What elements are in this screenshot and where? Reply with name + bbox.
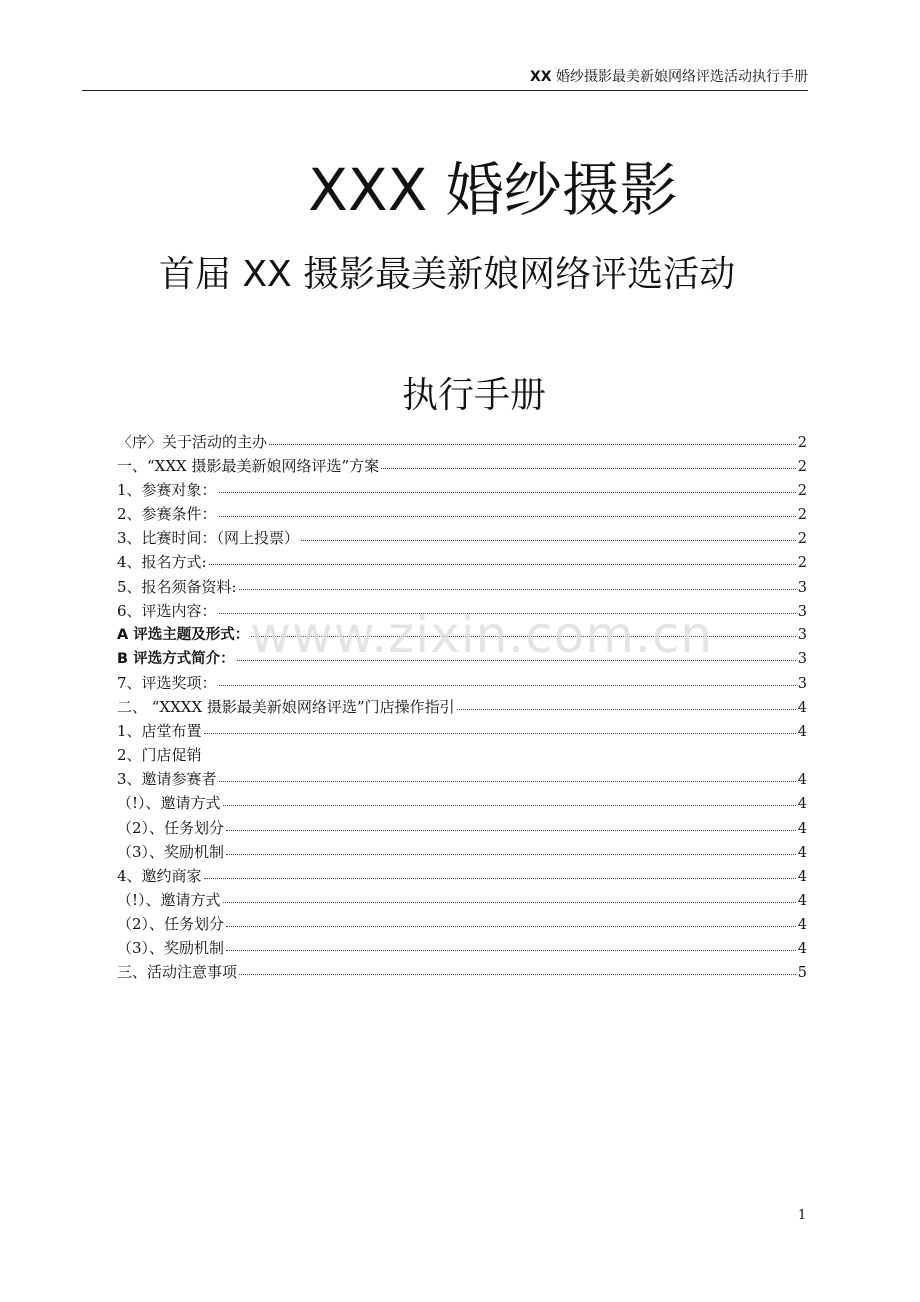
toc-entry-label: 3、邀请参赛者 xyxy=(117,770,217,789)
toc-leader-dots xyxy=(226,854,796,855)
toc-entry-label: 2、门店促销 xyxy=(117,746,202,765)
toc-leader-dots xyxy=(237,660,796,661)
toc-leader-dots xyxy=(226,926,796,927)
toc-leader-dots xyxy=(269,444,796,445)
toc-entry-page: 4 xyxy=(797,820,807,837)
toc-entry-page: 5 xyxy=(797,965,807,982)
toc-leader-dots xyxy=(219,613,796,614)
toc-entry-page: 2 xyxy=(797,507,807,524)
toc-entry-page: 4 xyxy=(797,724,807,741)
toc-entry[interactable] xyxy=(117,791,807,815)
toc-entry-label: （3）、奖励机制 xyxy=(117,842,225,861)
toc-leader-dots xyxy=(381,468,796,469)
toc-leader-dots xyxy=(239,974,796,975)
toc-entry-label: 一、“XXX 摄影最美新娘网络评选”方案 xyxy=(117,457,380,476)
header-title-bold: XX xyxy=(529,69,552,85)
toc-leader-dots xyxy=(209,564,796,565)
header-title-rest: 婚纱摄影最美新娘网络评选活动执行手册 xyxy=(551,69,808,85)
page-number: 1 xyxy=(798,1208,807,1223)
toc-leader-dots xyxy=(223,805,796,806)
toc-entry[interactable] xyxy=(117,454,807,478)
toc-entry[interactable] xyxy=(117,960,807,984)
toc-entry[interactable] xyxy=(117,647,807,671)
toc-leader-dots xyxy=(239,589,796,590)
toc-leader-dots xyxy=(219,516,796,517)
document-title-event: 首届 XX 摄影最美新娘网络评选活动 xyxy=(158,254,736,295)
document-title-studio: XXX 婚纱摄影 xyxy=(308,156,678,224)
toc-entry-page: 3 xyxy=(797,675,807,692)
toc-entry-label: 6、评选内容： xyxy=(117,601,217,620)
toc-entry[interactable] xyxy=(117,695,807,719)
toc-entry-label: 4、报名方式: xyxy=(117,553,207,572)
toc-entry[interactable] xyxy=(117,623,807,647)
toc-entry-page: 3 xyxy=(797,650,807,667)
toc-entry[interactable] xyxy=(117,671,807,695)
toc-entry[interactable] xyxy=(117,743,807,767)
toc-entry-label: B 评选方式简介： xyxy=(117,650,235,667)
toc-leader-dots xyxy=(223,902,796,903)
toc-entry-page: 4 xyxy=(797,772,807,789)
toc-entry[interactable] xyxy=(117,599,807,623)
toc-entry[interactable] xyxy=(117,912,807,936)
toc-entry[interactable] xyxy=(117,430,807,454)
toc-entry-label: （2）、任务划分 xyxy=(117,914,225,933)
toc-entry-label: 〈序〉关于活动的主办 xyxy=(117,433,268,451)
toc-entry-page: 2 xyxy=(797,531,807,548)
toc-entry-page: 4 xyxy=(797,940,807,957)
toc-leader-dots xyxy=(457,709,796,710)
toc-entry-label: 2、参赛条件： xyxy=(117,505,217,524)
toc-entry[interactable] xyxy=(117,575,807,599)
toc-entry-page: 2 xyxy=(797,483,807,500)
toc-entry-label: 3、比赛时间：（网上投票） xyxy=(117,529,300,548)
toc-entry-page: 4 xyxy=(797,892,807,909)
toc-leader-dots xyxy=(219,492,796,493)
toc-entry-label: A 评选主题及形式： xyxy=(117,626,250,643)
toc-entry-label: 5、报名须备资料: xyxy=(117,577,237,596)
toc-leader-dots xyxy=(204,878,796,879)
toc-entry-page: 4 xyxy=(797,916,807,933)
toc-entry-page: 2 xyxy=(797,459,807,476)
watermark-text: www.zixin.com.cn xyxy=(250,606,714,664)
toc-leader-dots xyxy=(226,830,796,831)
toc-leader-dots xyxy=(204,733,796,734)
toc-entry-label: 7、评选奖项： xyxy=(117,673,217,692)
toc-leader-dots xyxy=(301,540,796,541)
toc-entry-page: 2 xyxy=(797,555,807,572)
toc-entry[interactable] xyxy=(117,767,807,791)
toc-entry[interactable] xyxy=(117,719,807,743)
toc-entry-label: 4、邀约商家 xyxy=(117,866,202,885)
toc-entry[interactable] xyxy=(117,502,807,526)
toc-leader-dots xyxy=(219,685,796,686)
header-title xyxy=(530,68,808,86)
toc-entry[interactable] xyxy=(117,526,807,550)
toc-entry-page: 4 xyxy=(797,700,807,717)
toc-entry-page: 4 xyxy=(797,796,807,813)
toc-entry-page: 4 xyxy=(797,844,807,861)
toc-entry[interactable] xyxy=(117,840,807,864)
toc-entry-page: 3 xyxy=(797,579,807,596)
running-header xyxy=(82,68,808,91)
toc-entry[interactable] xyxy=(117,936,807,960)
document-title-manual: 执行手册 xyxy=(401,375,546,416)
toc-entry-label: 1、店堂布置 xyxy=(117,722,202,741)
toc-entry-page: 3 xyxy=(797,603,807,620)
toc-entry[interactable] xyxy=(117,478,807,502)
toc-entry[interactable] xyxy=(117,864,807,888)
toc-leader-dots xyxy=(219,781,796,782)
toc-entry-label: （2）、任务划分 xyxy=(117,818,225,837)
toc-leader-dots xyxy=(251,636,795,637)
toc-entry-label: 1、参赛对象： xyxy=(117,481,217,500)
toc-entry-label: 三、活动注意事项 xyxy=(117,963,238,982)
toc-entry-label: 二、 “XXXX 摄影最美新娘网络评选”门店操作指引 xyxy=(117,698,455,717)
toc-entry[interactable] xyxy=(117,888,807,912)
toc-entry-label: （3）、奖励机制 xyxy=(117,938,225,957)
toc-entry[interactable] xyxy=(117,816,807,840)
toc-entry[interactable] xyxy=(117,550,807,574)
table-of-contents xyxy=(117,430,807,984)
toc-entry-page: 3 xyxy=(797,626,807,643)
toc-entry-label: （!）、邀请方式 xyxy=(117,794,221,813)
toc-entry-label: （!）、邀请方式 xyxy=(117,890,221,909)
toc-entry-page: 4 xyxy=(797,868,807,885)
toc-entry-page: 2 xyxy=(797,435,807,451)
toc-leader-dots xyxy=(226,950,796,951)
